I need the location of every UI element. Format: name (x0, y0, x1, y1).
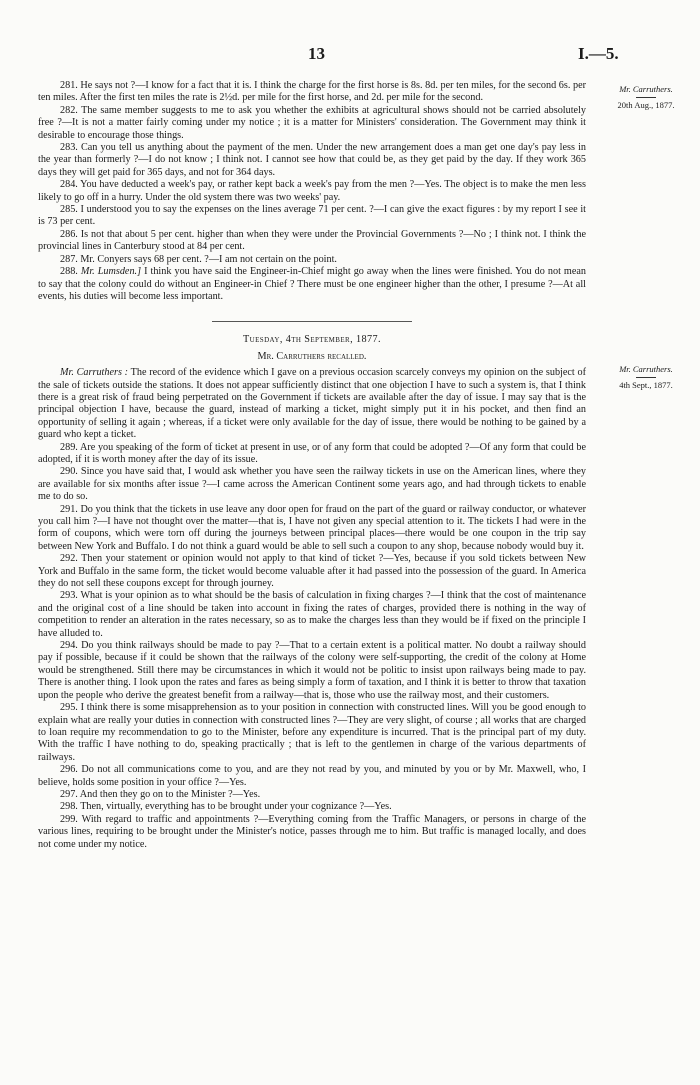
page-number: 13 (308, 44, 325, 63)
margin-date: 20th Aug., 1877. (617, 100, 675, 110)
section-previous-evidence (38, 80, 586, 303)
section-recalled-evidence (38, 367, 586, 851)
evidence-paragraph: 293. What is your opinion as to what should be the basis of calculation in fixing charges ?—I think that the cost of maintenance and the original cost of a line should be taken into account in fixing the rates of charges, provided there is nothing in the way of competition to render an alteration in the rates necessary, so as to make the charges less than they would be if fixed on the principle I have alluded to. (38, 590, 586, 639)
margin-witness-name: Mr. Carruthers. (619, 84, 673, 94)
evidence-paragraph: 299. With regard to traffic and appointments ?—Everything coming from the Traffic Managers, or persons in charge of the various lines, requiring to be brought under the Minister's notice, passes through me to him. But traffic is managed locally, and does not come under my notice. (38, 813, 586, 850)
evidence-paragraph: 298. Then, virtually, everything has to be brought under your cognizance ?—Yes. (60, 801, 392, 813)
evidence-paragraph: 295. I think there is some misapprehension as to your position in connection with constructed lines. Will you be good enough to explain what are really your duties in connection with constructed lines ?—They are very slight, of course ; all works that are charged to loan require my recommendation to go to the Minister, before any expenditure is incurred. That is the principal part of my duty. With the traffic I have nothing to do, speaking practically ; that is left to the gentlemen in charge of the various departments of railways. (38, 702, 586, 763)
sitting-date-heading: Tuesday, 4th September, 1877. (243, 334, 381, 346)
evidence-paragraph: 296. Do not all communications come to you, and are they not read by you, and minuted by you or by Mr. Maxwell, who, I believe, holds some position in your office ?—Yes. (38, 764, 586, 788)
evidence-paragraph: 285. I understood you to say the expenses on the lines average 71 per cent. ?—I can give the exact figures : by my report I see it is 73 per cent. (38, 204, 586, 228)
evidence-paragraph: 281. He says not ?—I know for a fact that it is. I think the charge for the first horse is 8s. 8d. per ten miles, for the second 6s. per ten miles. After the first ten miles the rate is 2½d. per mile for the first horse, and 2d. per mile for the second. (38, 80, 586, 104)
evidence-paragraph: 291. Do you think that the tickets in use leave any door open for fraud on the part of the guard or railway conductor, or whatever you call him ?—I have not thought over the matter—that is, I have not given any special attention to it. The tickets I had were in the form of coupons, which were torn off during the journeys between principal places—there would be one coupon in the trip say between New York and Buffalo. I do not think a guard would be able to sell such a coupon to any shop, because nobody would buy it. (38, 503, 586, 552)
evidence-paragraph: 284. You have deducted a week's pay, or rather kept back a week's pay from the men ?—Yes. The object is to make the men less likely to go off in a hurry. Under the old system there was two weeks' pay. (38, 179, 586, 203)
evidence-paragraph: 282. The same member suggests to me to ask you whether the exhibits at agricultural shows should not be carried absolutely free ?—It is not a matter fairly coming under my notice ; it is a matter for Ministers' consideration. The Government may think it desirable to encourage those things. (38, 104, 586, 141)
paragraph-text: The record of the evidence which I gave on a previous occasion scarcely conveys my opinion on the subject of the sale of tickets outside the stations. It does not appear sufficiently distinct that one objection I have to such a system is, that I think there is a great risk of fraud being perpetrated on the Government if tickets are available after the day of issue. I may say that is the principal objection I have, because the guard, instead of marking a ticket, might simply put it in his pocket, and then find an opportunity of selling it again ; whereas, if a ticket were only available for the day of issue, there would be nothing to be gained by a guard who kept a ticket. (38, 367, 586, 441)
margin-note-2 (596, 364, 696, 391)
evidence-paragraph: 290. Since you have said that, I would ask whether you have seen the railway tickets in use on the American lines, where they are available for six months after issue ?—I came across the American Continent some years ago, and had through tickets to enable me to do so. (38, 466, 586, 503)
margin-date: 4th Sept., 1877. (619, 380, 673, 390)
evidence-paragraph: 289. Are you speaking of the form of ticket at present in use, or of any form that could be adopted ?—Of any form that could be adopted, if it is worth money after the day of its issue. (38, 441, 586, 465)
speaker-name: Mr. Lumsden.] (80, 266, 142, 278)
margin-rule (636, 377, 656, 378)
section-divider (212, 321, 412, 322)
evidence-paragraph: 294. Do you think railways should be made to pay ?—That to a certain extent is a political matter. No doubt a railway should pay if possible, because if it could be shown that the railways of the colony were self-supporting, the credit of the colony at Home would be strengthened. Still there may be circumstances in which it would not be politic to insist upon railways being made to pay. There is another thing. I look upon the rates and fares as being simply a form of taxation, and I think it is better to throw that taxation upon the people who derive the greatest benefit from a railway—that is, those who use the railway most, and their customers. (38, 640, 586, 701)
evidence-paragraph: 292. Then your statement or opinion would not apply to that kind of ticket ?—Yes, because if you sold tickets between New York and Buffalo in the same form, the ticket would become valuable after it had passed into the possession of the guard. In America they do not sell these coupons except for through journey. (38, 553, 586, 590)
evidence-paragraph: 287. Mr. Conyers says 68 per cent. ?—I am not certain on the point. (60, 253, 337, 265)
paragraph-text: I think you have said the Engineer-in-Chief might go away when the lines were finished. You do not mean to say that the colony could do without an Engineer-in Chief ? There must be one engineer higher than the other, I presume ?—At all events, his duties will become less important. (38, 266, 586, 302)
evidence-paragraph (38, 266, 586, 303)
evidence-paragraph (38, 367, 586, 441)
evidence-paragraph: 286. Is not that about 5 per cent. higher than when they were under the Provincial Governments ?—No ; I think not. I think the provincial lines in Canterbury stood at 84 per cent. (38, 228, 586, 253)
main-text (38, 80, 586, 851)
paper-reference: I.—5. (578, 44, 619, 63)
witness-recalled-heading: Mr. Carruthers recalled. (257, 350, 367, 362)
margin-rule (636, 97, 656, 98)
question-number: 288. (60, 266, 78, 278)
margin-note-1 (596, 84, 696, 111)
evidence-paragraph: 283. Can you tell us anything about the payment of the men. Under the new arrangement does a man get one day's pay less in the year than formerly ?—I do not know ; I think not. I cannot see how that could be, as they get paid by the day. If they work 365 days they will get paid for 365 days, and not for 364 days. (38, 142, 586, 178)
margin-witness-name: Mr. Carruthers. (619, 364, 673, 374)
speaker-name: Mr. Carruthers : (60, 367, 129, 379)
evidence-paragraph: 297. And then they go on to the Minister ?—Yes. (60, 788, 261, 800)
